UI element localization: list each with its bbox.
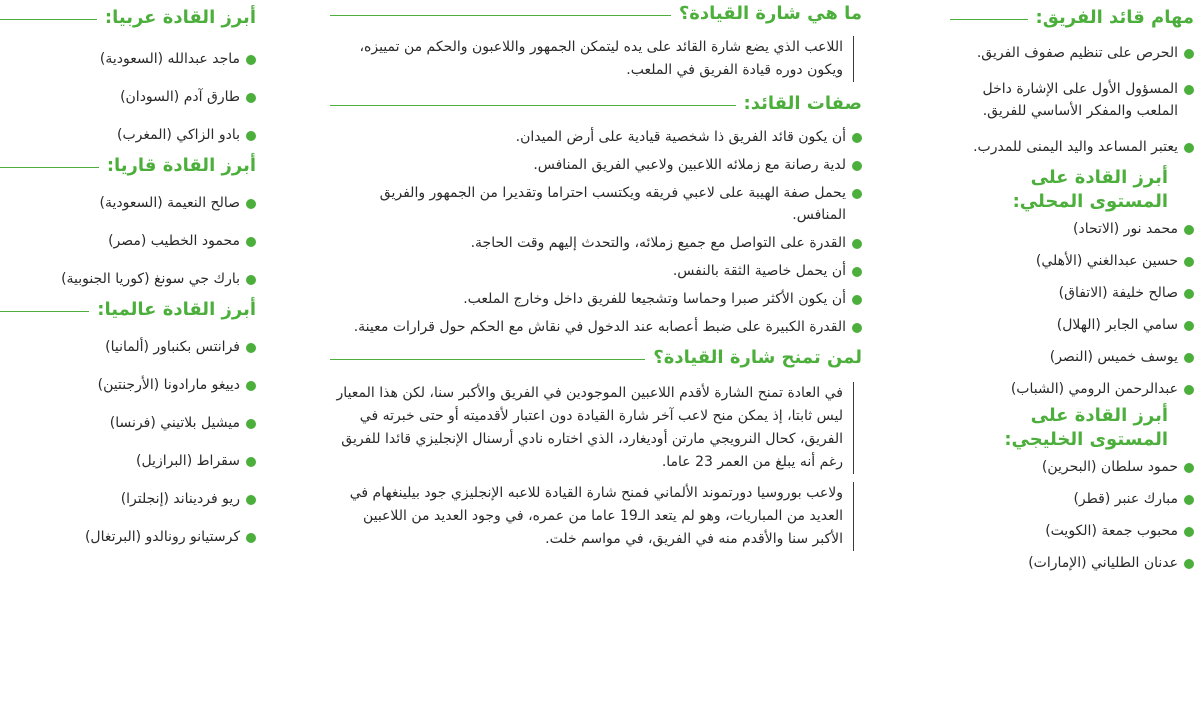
list-item: محمد نور (الاتحاد) <box>950 218 1194 240</box>
list-item: عبدالرحمن الرومي (الشباب) <box>950 378 1194 400</box>
continental-leaders-heading: أبرز القادة قاريا: <box>0 154 256 178</box>
list-item: القدرة على التواصل مع جميع زملائه، والتحدث إليهم وقت الحاجة. <box>330 232 862 254</box>
arab-leaders-heading: أبرز القادة عربيا: <box>0 6 256 30</box>
list-item: سامي الجابر (الهلال) <box>950 314 1194 336</box>
middle-column <box>330 0 862 551</box>
gulf-leaders-heading: أبرز القادة على المستوى الخليجي: <box>1004 405 1168 450</box>
gulf-leaders-list <box>950 456 1194 574</box>
list-item: صالح خليفة (الاتفاق) <box>950 282 1194 304</box>
list-item: المسؤول الأول على الإشارة داخل الملعب والمفكر الأساسي للفريق. <box>950 78 1194 122</box>
list-item: حسين عبدالغني (الأهلي) <box>950 250 1194 272</box>
what-is-armband-heading: ما هي شارة القيادة؟ <box>330 2 862 26</box>
list-item: أن يكون قائد الفريق ذا شخصية قيادية على أرض الميدان. <box>330 126 862 148</box>
list-item: القدرة الكبيرة على ضبط أعصابه عند الدخول في نقاش مع الحكم حول قرارات معينة. <box>330 316 862 338</box>
list-item: فرانتس بكنباور (ألمانيا) <box>0 336 256 358</box>
heading-rule <box>330 105 736 106</box>
list-item: حمود سلطان (البحرين) <box>950 456 1194 478</box>
local-leaders-list <box>950 218 1194 400</box>
list-item: يوسف خميس (النصر) <box>950 346 1194 368</box>
arab-leaders-list <box>0 48 256 146</box>
list-item: صالح النعيمة (السعودية) <box>0 192 256 214</box>
list-item: بارك جي سونغ (كوريا الجنوبية) <box>0 268 256 290</box>
list-item: مبارك عنبر (قطر) <box>950 488 1194 510</box>
heading-rule <box>0 311 89 312</box>
list-item: ماجد عبدالله (السعودية) <box>0 48 256 70</box>
list-item: يعتبر المساعد واليد اليمنى للمدرب. <box>950 136 1194 158</box>
what-is-armband-text: اللاعب الذي يضع شارة القائد على يده ليتمكن الجمهور واللاعبون والحكم من تمييزه، ويكون دوره قيادة الفريق في الملعب. <box>330 36 854 82</box>
list-item: كرستيانو رونالدو (البرتغال) <box>0 526 256 548</box>
list-item: طارق آدم (السودان) <box>0 86 256 108</box>
list-item: يحمل صفة الهيبة على لاعبي فريقه ويكتسب احتراما وتقديرا من الجمهور والفريق المنافس. <box>330 182 862 226</box>
list-item: أن يكون الأكثر صبرا وحماسا وتشجيعا للفريق داخل وخارج الملعب. <box>330 288 862 310</box>
heading-rule <box>0 19 97 20</box>
list-item: الحرص على تنظيم صفوف الفريق. <box>950 42 1194 64</box>
duties-heading: مهام قائد الفريق: <box>950 6 1194 30</box>
who-gets-armband-heading: لمن تمنح شارة القيادة؟ <box>330 346 862 370</box>
list-item: أن يحمل خاصية الثقة بالنفس. <box>330 260 862 282</box>
who-gets-armband-text-2: ولاعب بوروسيا دورتموند الألماني فمنح شارة القيادة للاعبه الإنجليزي جود بيلينغهام في العديد من المباريات، وهو لم يتعد الـ19 عاما من عمره، في وجود العديد من اللاعبين الأكبر سنا والأقدم منه في الفريق، في مواسم خلت. <box>330 482 854 551</box>
heading-rule <box>330 15 671 16</box>
heading-rule <box>950 19 1028 20</box>
world-leaders-heading: أبرز القادة عالميا: <box>0 298 256 322</box>
list-item: ريو فرديناند (إنجلترا) <box>0 488 256 510</box>
list-item: لدية رصانة مع زملائه اللاعبين ولاعبي الفريق المنافس. <box>330 154 862 176</box>
heading-rule <box>0 167 99 168</box>
list-item: عدنان الطلياني (الإمارات) <box>950 552 1194 574</box>
duties-list <box>950 42 1194 158</box>
list-item: ميشيل بلاتيني (فرنسا) <box>0 412 256 434</box>
list-item: سقراط (البرازيل) <box>0 450 256 472</box>
left-column <box>0 0 258 548</box>
continental-leaders-list <box>0 192 256 290</box>
heading-rule <box>330 359 645 360</box>
who-gets-armband-text-1: في العادة تمنح الشارة لأقدم اللاعبين الموجودين في الفريق والأكبر سنا، لكن هذا المعيار ليس ثابتا، إذ يمكن منح لاعب آخر شارة القيادة دون اعتبار لأقدميته أو حتى خبرته في الفريق، كحال النرويجي مارتن أوديغارد، الذي اختاره نادي أرسنال الإنجليزي قائدا للفريق رغم أنه يبلغ من العمر 23 عاما. <box>330 382 854 474</box>
world-leaders-list <box>0 336 256 548</box>
list-item: محمود الخطيب (مصر) <box>0 230 256 252</box>
list-item: محبوب جمعة (الكويت) <box>950 520 1194 542</box>
list-item: دييغو مارادونا (الأرجنتين) <box>0 374 256 396</box>
right-column <box>950 0 1200 574</box>
local-leaders-heading: أبرز القادة على المستوى المحلي: <box>1012 167 1168 212</box>
traits-heading: صفات القائد: <box>330 92 862 116</box>
list-item: بادو الزاكي (المغرب) <box>0 124 256 146</box>
traits-list <box>330 126 862 338</box>
